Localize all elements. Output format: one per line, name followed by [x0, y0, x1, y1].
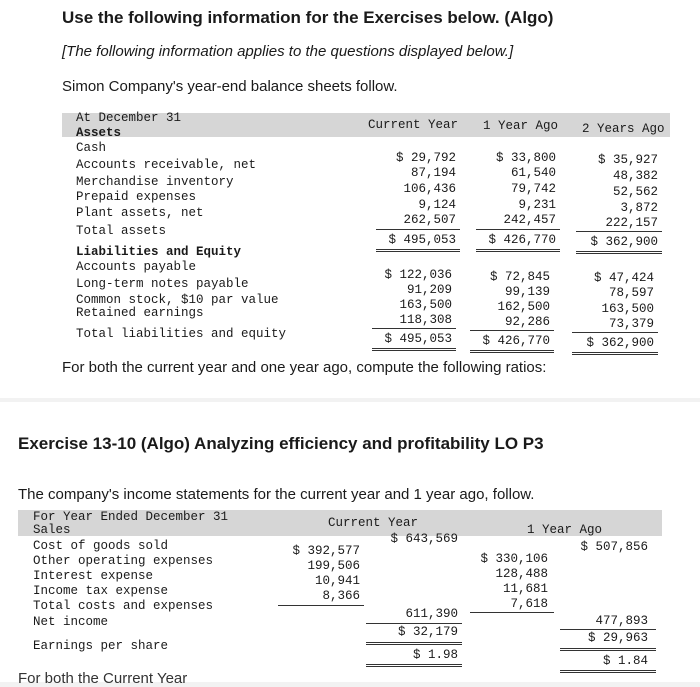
y2-inventory: 52,562 [612, 185, 658, 199]
y1-prepaid: 9,231 [518, 198, 556, 212]
y1-tax: 7,618 [510, 597, 548, 611]
intro-lead: Simon Company's year-end balance sheets follow. [62, 78, 398, 95]
y1-sales: $ 507,856 [580, 540, 648, 554]
assets-label: Assets [76, 126, 122, 140]
y1-other-opex: 128,488 [495, 567, 548, 581]
y2-common-stock: 163,500 [601, 302, 654, 316]
cy-inventory: 106,436 [403, 182, 456, 196]
y2-prepaid: 3,872 [620, 201, 658, 215]
y1-eps: $ 1.84 [602, 654, 648, 668]
label-tax: Income tax expense [33, 584, 169, 598]
intro-title: Use the following information for the Exercises below. (Algo) [62, 8, 554, 27]
label-ar: Accounts receivable, net [76, 158, 257, 172]
y2-plant: 222,157 [605, 216, 658, 230]
cy-total-assets: $ 495,053 [388, 233, 456, 247]
is-header: For Year Ended December 31 [33, 510, 229, 524]
cy-total-costs: 611,390 [405, 607, 458, 621]
label-total-assets: Total assets [76, 224, 167, 238]
label-ltn: Long-term notes payable [76, 277, 249, 291]
label-cogs: Cost of goods sold [33, 539, 169, 553]
label-sales: Sales [33, 523, 71, 537]
bs-header: At December 31 [76, 111, 182, 125]
label-net-income: Net income [33, 615, 109, 629]
cy-total-le: $ 495,053 [384, 332, 452, 346]
y2-cash: $ 35,927 [597, 153, 658, 167]
y2-total-assets: $ 362,900 [590, 235, 658, 249]
y1-ap: $ 72,845 [489, 270, 550, 284]
cy-ltn: 91,209 [406, 283, 452, 297]
y1-net-income: $ 29,963 [587, 631, 648, 645]
is-col-current-year: Current Year [328, 516, 419, 530]
cy-other-opex: 199,506 [307, 559, 360, 573]
exercise-lead: The company's income statements for the current year and 1 year ago, follow. [18, 486, 535, 503]
cy-interest: 10,941 [314, 574, 360, 588]
y2-ap: $ 47,424 [593, 271, 654, 285]
label-prepaid: Prepaid expenses [76, 190, 197, 204]
cy-plant: 262,507 [403, 213, 456, 227]
ratio-prompt: For both the current year and one year ago, compute the following ratios: [62, 359, 547, 376]
label-cash: Cash [76, 141, 107, 155]
label-eps: Earnings per share [33, 639, 169, 653]
liabilities-label: Liabilities and Equity [76, 245, 242, 259]
label-ap: Accounts payable [76, 260, 197, 274]
y2-total-le: $ 362,900 [586, 336, 654, 350]
y1-plant: 242,457 [503, 213, 556, 227]
label-other-opex: Other operating expenses [33, 554, 214, 568]
cy-eps: $ 1.98 [412, 648, 458, 662]
exercise-title: Exercise 13-10 (Algo) Analyzing efficiency and profitability LO P3 [18, 434, 544, 453]
intro-note: [The following information applies to the questions displayed below.] [62, 43, 514, 60]
label-total-le: Total liabilities and equity [76, 327, 287, 341]
cy-net-income: $ 32,179 [397, 625, 458, 639]
cutoff-text: For both the Current Year [18, 670, 188, 687]
col-2-years-ago: 2 Years Ago [582, 122, 665, 136]
y1-common-stock: 162,500 [497, 300, 550, 314]
col-1-year-ago: 1 Year Ago [483, 119, 559, 133]
y1-inventory: 79,742 [510, 182, 556, 196]
col-current-year: Current Year [368, 118, 459, 132]
y1-ar: 61,540 [510, 166, 556, 180]
y1-retained-earnings: 92,286 [504, 315, 550, 329]
cy-sales: $ 643,569 [390, 532, 458, 546]
label-plant: Plant assets, net [76, 206, 204, 220]
label-common-stock: Common stock, $10 par value [76, 293, 279, 307]
y1-total-costs: 477,893 [595, 614, 648, 628]
y1-cogs: $ 330,106 [480, 552, 548, 566]
cy-ar: 87,194 [410, 166, 456, 180]
label-retained-earnings: Retained earnings [76, 306, 204, 320]
label-total-costs: Total costs and expenses [33, 599, 214, 613]
y2-ltn: 78,597 [608, 286, 654, 300]
y1-cash: $ 33,800 [495, 151, 556, 165]
y1-interest: 11,681 [502, 582, 548, 596]
y1-total-assets: $ 426,770 [488, 233, 556, 247]
y2-ar: 48,382 [612, 169, 658, 183]
is-col-1-year-ago: 1 Year Ago [527, 523, 603, 537]
y1-total-le: $ 426,770 [482, 334, 550, 348]
y1-ltn: 99,139 [504, 285, 550, 299]
label-interest: Interest expense [33, 569, 154, 583]
cy-cogs: $ 392,577 [292, 544, 360, 558]
cy-ap: $ 122,036 [384, 268, 452, 282]
cy-prepaid: 9,124 [418, 198, 456, 212]
cy-cash: $ 29,792 [395, 151, 456, 165]
cy-retained-earnings: 118,308 [399, 313, 452, 327]
label-inventory: Merchandise inventory [76, 175, 234, 189]
y2-retained-earnings: 73,379 [608, 317, 654, 331]
cy-tax: 8,366 [322, 589, 360, 603]
cy-common-stock: 163,500 [399, 298, 452, 312]
exercise-panel [0, 402, 700, 687]
